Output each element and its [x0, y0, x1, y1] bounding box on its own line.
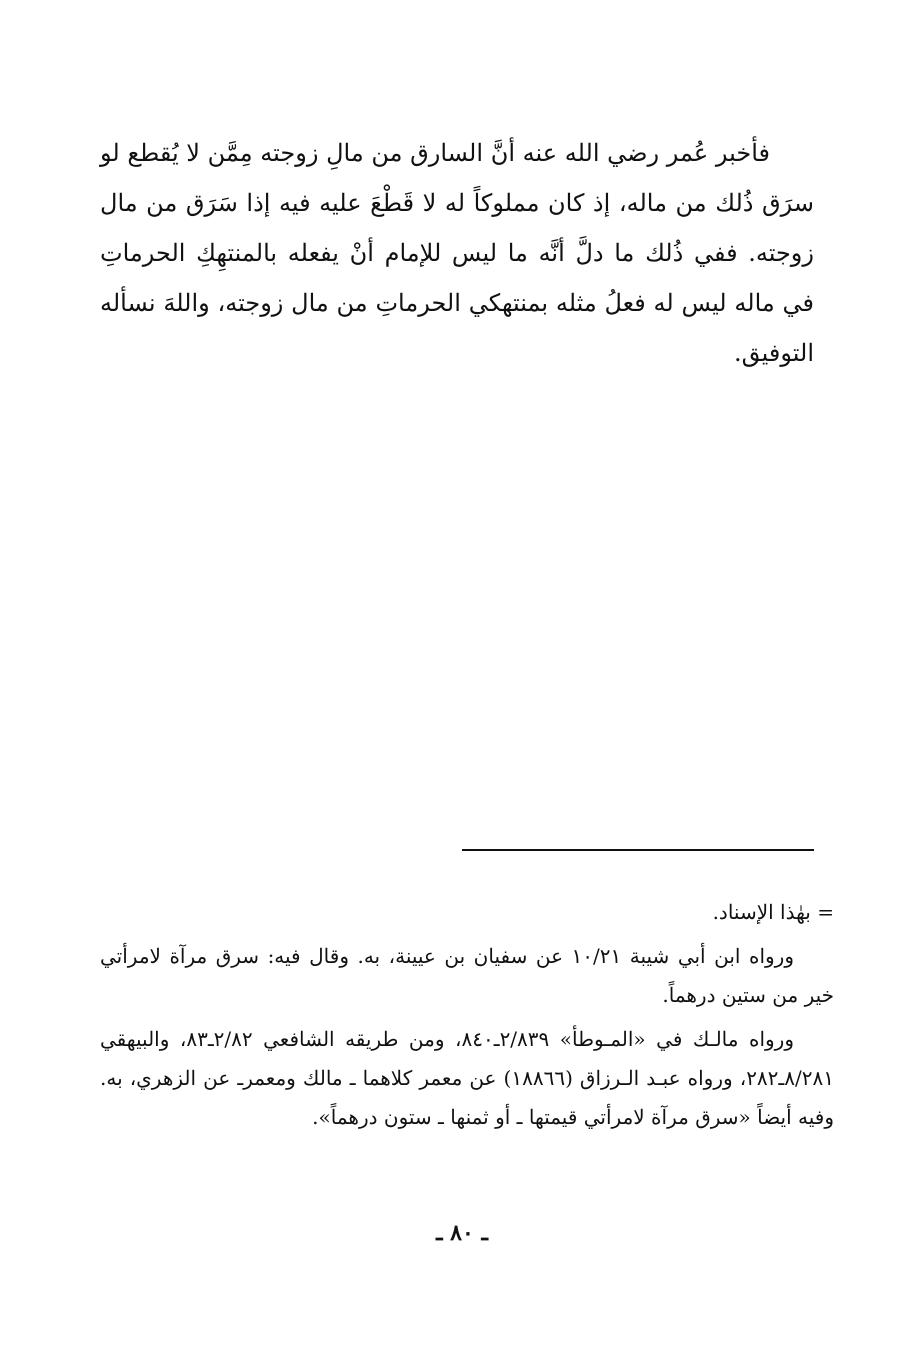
footnote-continuation: = بهٰذا الإسناد.: [712, 900, 834, 924]
footnote-malik: ورواه مالـك في «المـوطأ» ٢/٨٣٩ـ٨٤٠، ومن طريقه الشافعي ٢/٨٢ـ٨٣، والبيهقي ٨/٢٨١ـ٢٨٢، ورواه عبـد الـرزاق (١٨٨٦٦) عن معمر كلاهما ـ مالك ومعمرـ عن الزهري، به. وفيه أيضاً «سرق مرآة لامرأتي قيمتها ـ أو ثمنها ـ ستون درهماً».: [100, 1027, 834, 1129]
footnote-ibn-abi-shaybah: ورواه ابن أبي شيبة ١٠/٢١ عن سفيان بن عيينة، به. وقال فيه: سرق مرآة لامرأتي خير من ستين درهماً.: [100, 944, 834, 1007]
page-number: ـ ٨٠ ـ: [436, 1220, 488, 1246]
footnotes: [100, 893, 834, 1142]
footnote-separator: [462, 849, 814, 851]
main-paragraph: فأخبر عُمر رضي الله عنه أنَّ السارق من مالِ زوجته مِمَّن لا يُقطع لو سرَق ذُلك من ماله، إذ كان مملوكاً له لا قَطْعَ عليه فيه إذا سَرَق من مال زوجته. ففي ذُلك ما دلَّ أنَّه ما ليس للإمام أنْ يفعله بالمنتهِكِ الحرماتِ في ماله ليس له فعلُ مثله بمنتهكي الحرماتِ من مال زوجته، واللهَ نسأله التوفيق.: [100, 139, 814, 367]
main-text: [100, 128, 814, 378]
